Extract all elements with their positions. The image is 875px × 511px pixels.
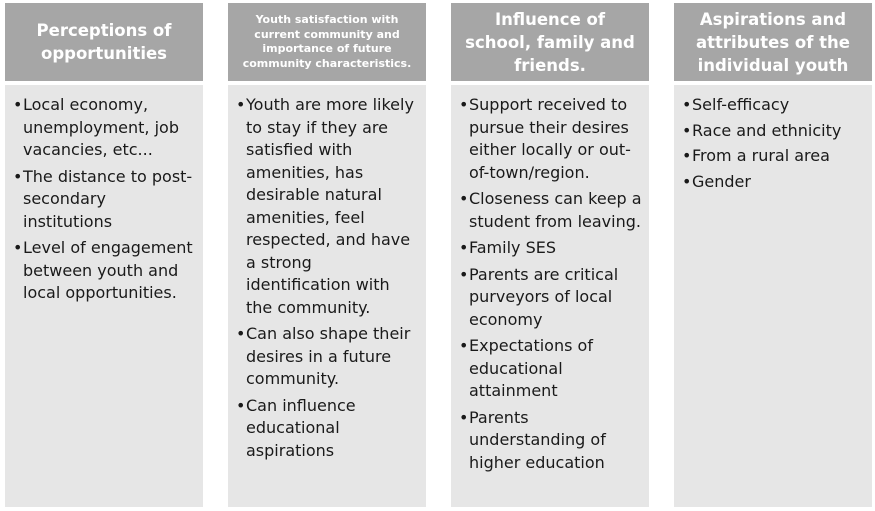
bullet-item: • Parents understanding of higher education bbox=[459, 407, 643, 475]
bullet-item: • Can also shape their desires in a future community. bbox=[236, 323, 420, 391]
bullet-item: • Race and ethnicity bbox=[682, 120, 866, 143]
column-youth-satisfaction bbox=[228, 3, 426, 507]
bullet-item: • Self-efficacy bbox=[682, 94, 866, 117]
bullet-item: • Family SES bbox=[459, 237, 643, 260]
column-header bbox=[674, 3, 872, 81]
column-body bbox=[674, 85, 872, 507]
bullet-list bbox=[13, 94, 197, 305]
bullet-item: • Youth are more likely to stay if they are satisfied with amenities, has desirable natural amenities, feel respected, and have a strong identification with the community. bbox=[236, 94, 420, 319]
bullet-item: • Expectations of educational attainment bbox=[459, 335, 643, 403]
column-title: Aspirations and attributes of the individual youth bbox=[696, 9, 850, 75]
column-body bbox=[451, 85, 649, 507]
bullet-item: • The distance to post-secondary institutions bbox=[13, 166, 197, 234]
column-school-family-friends bbox=[451, 3, 649, 507]
column-title: Youth satisfaction with current community and importance of future community characteristics. bbox=[242, 13, 412, 70]
bullet-item: • From a rural area bbox=[682, 145, 866, 168]
column-header bbox=[451, 3, 649, 81]
bullet-item: • Support received to pursue their desires either locally or out-of-town/region. bbox=[459, 94, 643, 184]
column-body bbox=[228, 85, 426, 507]
bullet-item: • Can influence educational aspirations bbox=[236, 395, 420, 463]
bullet-list bbox=[682, 94, 866, 193]
bullet-item: • Parents are critical purveyors of local economy bbox=[459, 264, 643, 332]
bullet-item: • Gender bbox=[682, 171, 866, 194]
column-title: Influence of school, family and friends. bbox=[465, 9, 635, 75]
column-body bbox=[5, 85, 203, 507]
bullet-item: • Closeness can keep a student from leaving. bbox=[459, 188, 643, 233]
column-header bbox=[228, 3, 426, 81]
column-perceptions bbox=[5, 3, 203, 507]
bullet-list bbox=[459, 94, 643, 474]
bullet-item: • Level of engagement between youth and local opportunities. bbox=[13, 237, 197, 305]
bullet-list bbox=[236, 94, 420, 462]
column-title: Perceptions of opportunities bbox=[36, 21, 172, 63]
bullet-item: • Local economy, unemployment, job vacancies, etc... bbox=[13, 94, 197, 162]
column-header bbox=[5, 3, 203, 81]
column-aspirations-attributes bbox=[674, 3, 872, 507]
